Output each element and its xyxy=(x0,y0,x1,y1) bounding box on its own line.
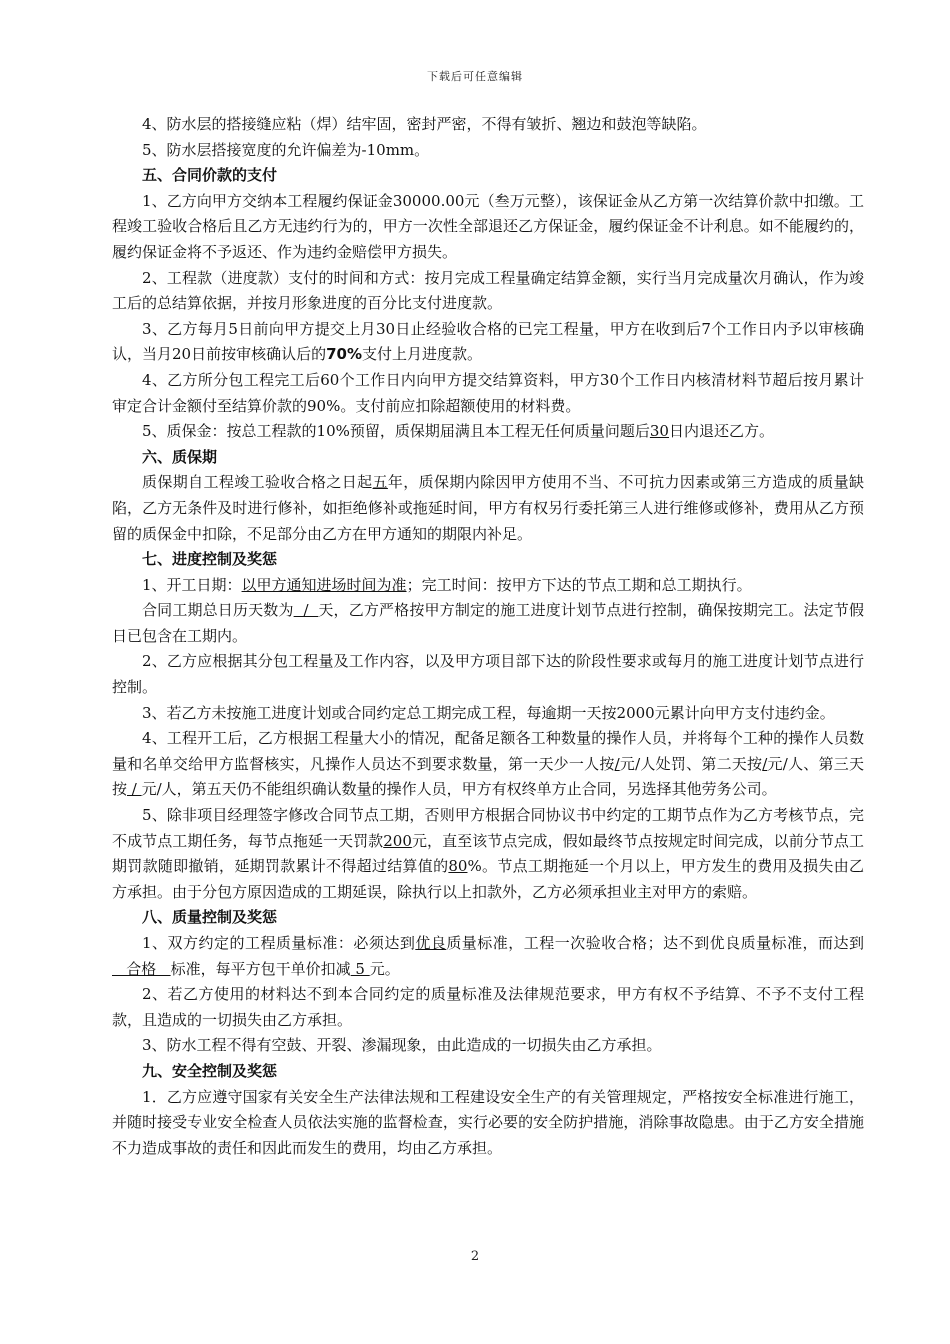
clause-7-4: 4、工程开工后，乙方根据工程量大小的情况，配备足额各工种数量的操作人员，并将每个工种的操作人员数量和名单交给甲方监督核实，凡操作人员达不到要求数量，第一天少一人按/元/人处罚、第二天按/元/人、第三天按 / 元/人，第五天仍不能组织确认数量的操作人员，甲方有权终单方止合同，另选择其他劳务公司。 xyxy=(112,729,864,799)
section-heading-8: 八、质量控制及奖惩 xyxy=(142,908,278,927)
clause-4-1: 4、防水层的搭接缝应粘（焊）结牢固，密封严密，不得有皱折、翘边和鼓泡等缺陷。 xyxy=(142,115,707,133)
clause-5-1: 1、乙方向甲方交纳本工程履约保证金30000.00元（叁万元整），该保证金从乙方第一次结算价款中扣缴。工程竣工验收合格后且乙方无违约行为的，甲方一次性全部退还乙方保证金，履约保证金不计利息。如不能履约的，履约保证金将不予返还、作为违约金赔偿甲方损失。 xyxy=(112,191,864,261)
clause-7-2: 2、乙方应根据其分包工程量及工作内容，以及甲方项目部下达的阶段性要求或每月的施工进度计划节点进行控制。 xyxy=(112,652,864,697)
clause-8-3: 3、防水工程不得有空鼓、开裂、渗漏现象，由此造成的一切损失由乙方承担。 xyxy=(142,1036,662,1055)
clause-5-3: 3、乙方每月5日前向甲方提交上月30日止经验收合格的已完工程量，甲方在收到后7个工作日内予以审核确认，当月20日前按审核确认后的70%支付上月进度款。 xyxy=(112,319,864,364)
clause-7-1-duration: 合同工期总日历天数为 / 天，乙方严格按甲方制定的施工进度计划节点进行控制，确保按期完工。法定节假日已包含在工期内。 xyxy=(112,601,864,645)
clause-5-4: 4、乙方所分包工程完工后60个工作日内向甲方提交结算资料，甲方30个工作日内核清材料节超后按月累计审定合计金额付至结算价款的90%。支付前应扣除超额使用的材料费。 xyxy=(112,370,864,415)
clause-5-2: 2、工程款（进度款）支付的时间和方式：按月完成工程量确定结算金额，实行当月完成量次月确认，作为竣工后的总结算依据，并按月形象进度的百分比支付进度款。 xyxy=(112,268,864,313)
section-heading-6: 六、质保期 xyxy=(142,447,218,466)
page-header: 下载后可任意编辑 xyxy=(427,70,523,83)
clause-8-2: 2、若乙方使用的材料达不到本合同约定的质量标准及法律规范要求，甲方有权不予结算、不予不支付工程款，且造成的一切损失由乙方承担。 xyxy=(112,985,864,1029)
clause-5-5: 5、质保金：按总工程款的10%预留，质保期届满且本工程无任何质量问题后30日内退还乙方。 xyxy=(142,422,774,441)
clause-7-1: 1、开工日期：以甲方通知进场时间为准；完工时间：按甲方下达的节点工期和总工期执行。 xyxy=(142,575,752,594)
clause-7-3: 3、若乙方未按施工进度计划或合同约定总工期完成工程，每逾期一天按2000元累计向甲方支付违约金。 xyxy=(142,703,835,722)
clause-4-2: 5、防水层搭接宽度的允许偏差为-10mm。 xyxy=(142,140,430,159)
clause-9-1: 1．乙方应遵守国家有关安全生产法律法规和工程建设安全生产的有关管理规定，严格按安全标准进行施工，并随时接受专业安全检查人员依法实施的监督检查，实行必要的安全防护措施，消除事故隐患。由于乙方安全措施不力造成事故的责任和因此而发生的费用，均由乙方承担。 xyxy=(112,1087,864,1157)
section-heading-5: 五、合同价款的支付 xyxy=(142,166,278,185)
section-heading-7: 七、进度控制及奖惩 xyxy=(142,550,278,569)
clause-7-5: 5、除非项目经理签字修改合同节点工期，否则甲方根据合同协议书中约定的工期节点作为乙方考核节点，完不成节点工期任务，每节点拖延一天罚款200元，直至该节点完成，假如最终节点按规定时间完成，以前分节点工期罚款随即撤销，延期罚款累计不得超过结算值的80%。节点工期拖延一个月以上，甲方发生的费用及损失由乙方承担。由于分包方原因造成的工期延误，除执行以上扣款外，乙方必须承担业主对甲方的索赔。 xyxy=(112,806,864,901)
document-body xyxy=(112,112,864,1161)
clause-8-1: 1、双方约定的工程质量标准：必须达到优良质量标准，工程一次验收合格；达不到优良质量标准，而达到 合格 标准，每平方包干单价扣减 5 元。 xyxy=(112,934,864,978)
page-number: 2 xyxy=(470,1249,480,1264)
clause-6: 质保期自工程竣工验收合格之日起五年，质保期内除因甲方使用不当、不可抗力因素或第三方造成的质量缺陷，乙方无条件及时进行修补，如拒绝修补或拖延时间，甲方有权另行委托第三人进行维修或修补，费用从乙方预留的质保金中扣除，不足部分由乙方在甲方通知的期限内补足。 xyxy=(112,473,864,543)
section-heading-9: 九、安全控制及奖惩 xyxy=(142,1061,278,1080)
